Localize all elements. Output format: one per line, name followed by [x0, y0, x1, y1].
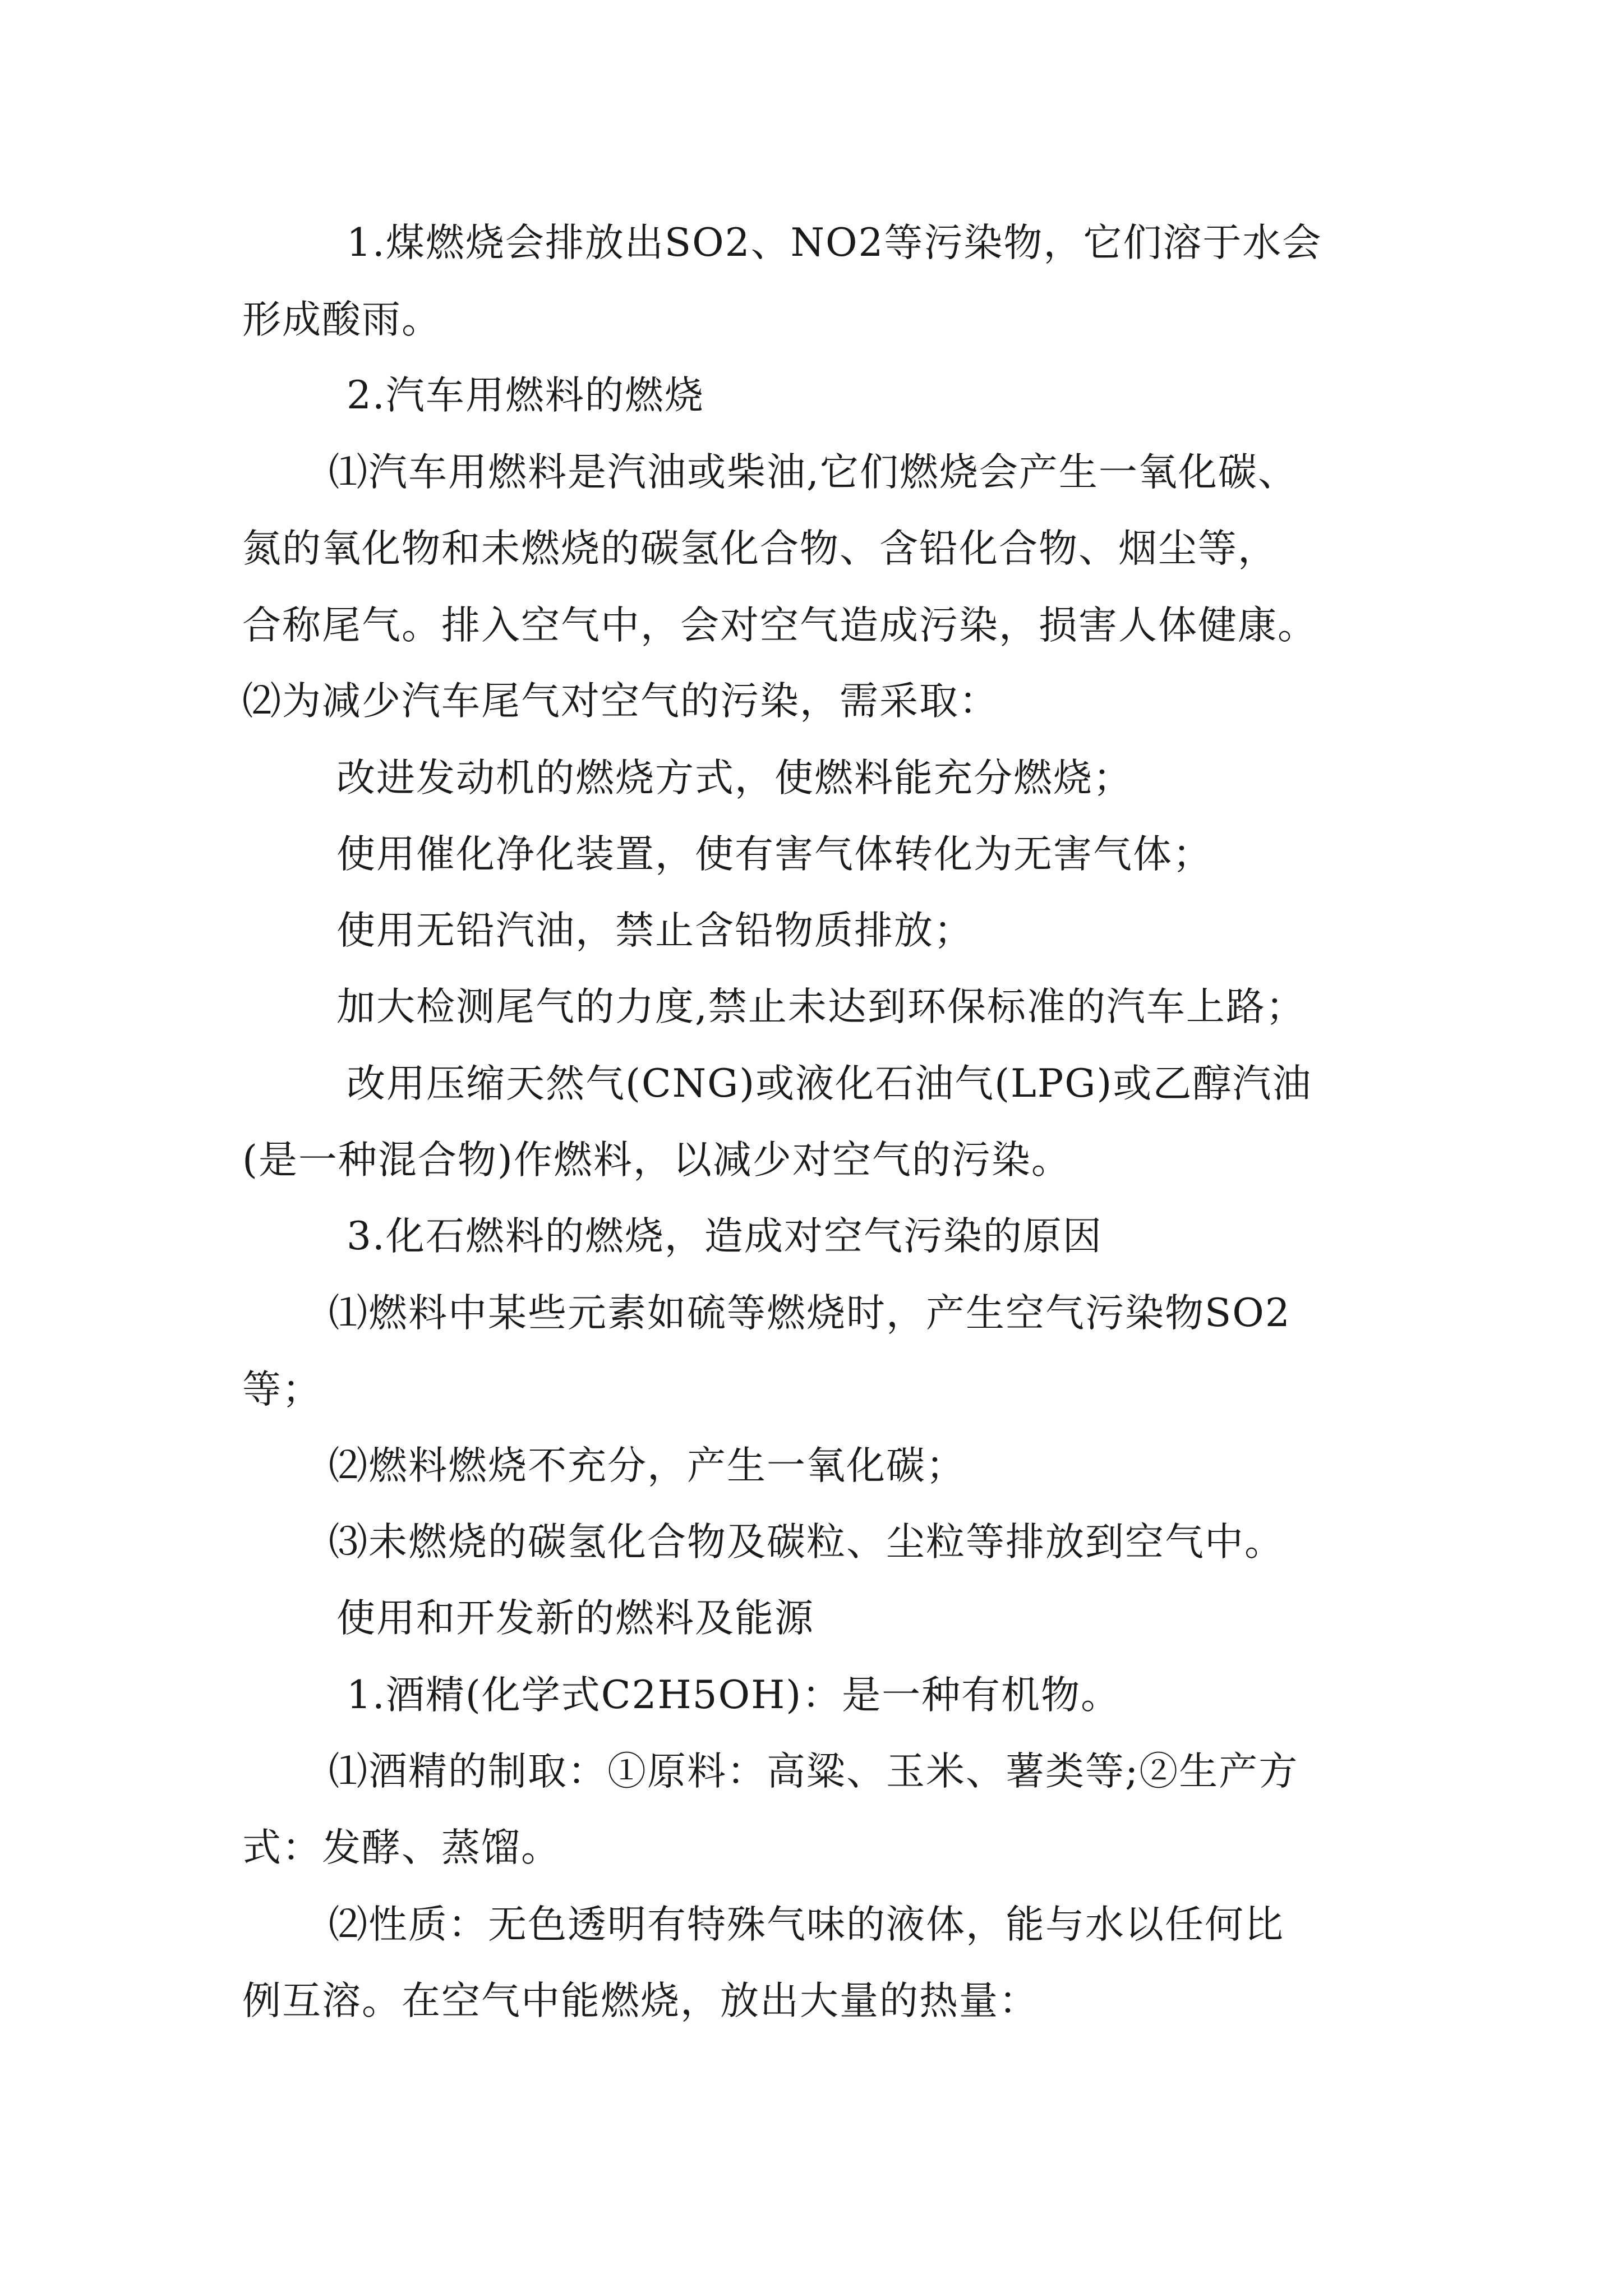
text-line: 例互溶。在空气中能燃烧，放出大量的热量： [242, 1978, 1039, 2023]
text-line: 改进发动机的燃烧方式，使燃料能充分燃烧； [336, 756, 1133, 800]
text-line: 合称尾气。排入空气中，会对空气造成污染，损害人体健康。 [242, 603, 1317, 648]
text-line: 等； [242, 1367, 322, 1412]
text-line: ⑴汽车用燃料是汽油或柴油,它们燃烧会产生一氧化碳、 [329, 450, 1298, 495]
text-line: (是一种混合物)作燃料，以减少对空气的污染。 [242, 1138, 1071, 1182]
text-line: 改用压缩天然气(CNG)或液化石油气(LPG)或乙醇汽油 [347, 1061, 1312, 1106]
text-line: 使用催化净化装置，使有害气体转化为无害气体； [336, 832, 1212, 877]
text-line: 2.汽车用燃料的燃烧 [347, 373, 704, 418]
text-line: ⑵性质：无色透明有特殊气味的液体，能与水以任何比 [329, 1902, 1284, 1947]
text-line: ⑵燃料燃烧不充分，产生一氧化碳； [329, 1443, 966, 1488]
text-line: 形成酸雨。 [242, 297, 441, 342]
text-line: ⑶未燃烧的碳氢化合物及碳粒、尘粒等排放到空气中。 [329, 1520, 1284, 1565]
text-line: 使用无铅汽油，禁止含铅物质排放； [336, 908, 974, 953]
text-line: 式：发酵、蒸馏。 [242, 1825, 561, 1870]
text-line: 加大检测尾气的力度,禁止未达到环保标准的汽车上路； [336, 984, 1306, 1029]
text-line: 3.化石燃料的燃烧，造成对空气污染的原因 [347, 1214, 1103, 1259]
text-line: 使用和开发新的燃料及能源 [336, 1596, 814, 1641]
text-line: ⑴酒精的制取：①原料：高粱、玉米、薯类等;②生产方 [329, 1749, 1299, 1794]
text-line: ⑴燃料中某些元素如硫等燃烧时，产生空气污染物SO2 [329, 1291, 1291, 1336]
text-line: ⑵为减少汽车尾气对空气的污染，需采取： [242, 679, 999, 724]
text-line: 1.煤燃烧会排放出SO2、NO2等污染物，它们溶于水会 [347, 220, 1322, 265]
text-line: 氮的氧化物和未燃烧的碳氢化合物、含铅化合物、烟尘等， [242, 526, 1278, 571]
text-line: 1.酒精(化学式C2H5OH)：是一种有机物。 [347, 1673, 1121, 1718]
